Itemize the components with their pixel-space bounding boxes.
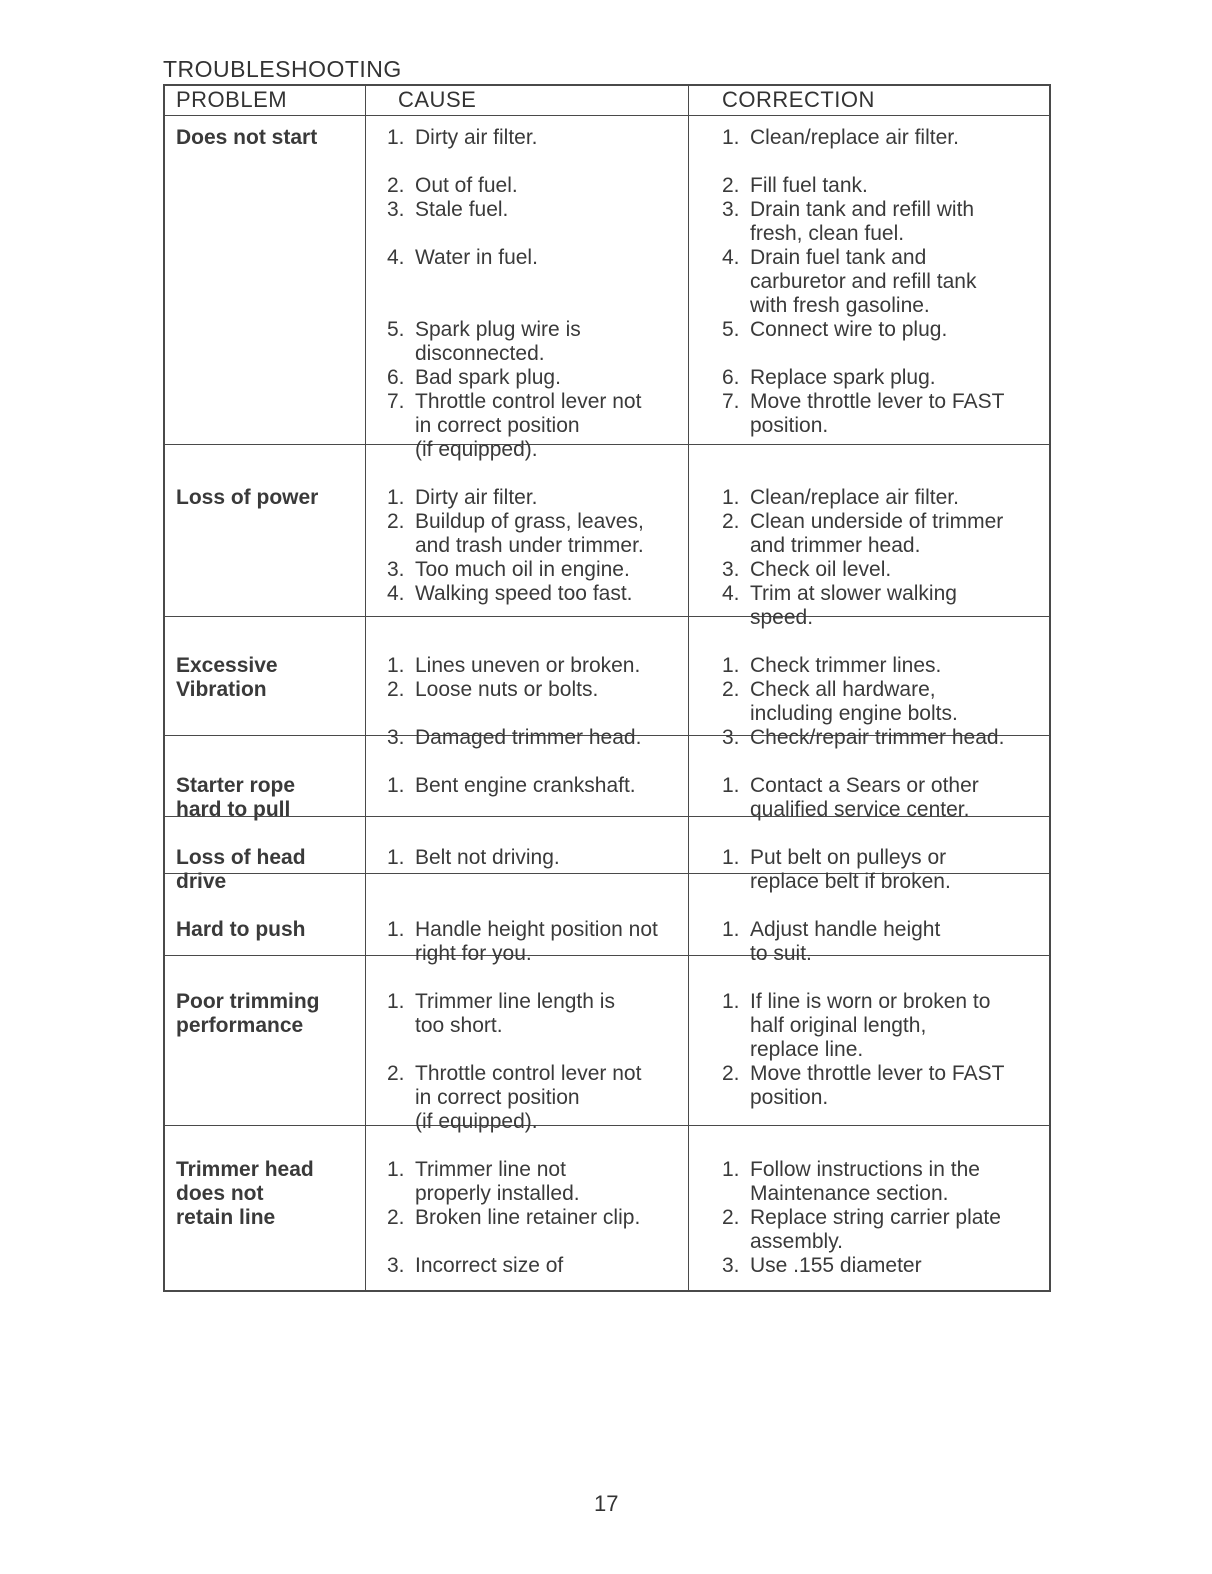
- item-text: and trimmer head.: [750, 534, 921, 557]
- item-number: 4.: [387, 582, 405, 605]
- item-text: right for you.: [415, 942, 532, 965]
- item-number: 2.: [387, 678, 405, 701]
- problem-label: does not: [176, 1182, 264, 1205]
- problem-label: retain line: [176, 1206, 276, 1229]
- item-number: 1.: [722, 654, 740, 677]
- item-text: Follow instructions in the: [750, 1158, 980, 1181]
- item-number: 2.: [387, 510, 405, 533]
- item-text: Replace spark plug.: [750, 366, 936, 389]
- correction-item: [722, 198, 974, 246]
- item-number: 4.: [722, 246, 740, 269]
- cause-item: [387, 1158, 580, 1206]
- item-number: 1.: [722, 990, 740, 1013]
- item-text: (if equipped).: [415, 1110, 538, 1133]
- cause-item: [387, 1206, 640, 1230]
- item-text: Clean/replace air filter.: [750, 486, 959, 509]
- item-number: 1.: [722, 918, 740, 941]
- item-number: 4.: [722, 582, 740, 605]
- item-text: Too much oil in engine.: [415, 558, 630, 581]
- item-text: Check all hardware,: [750, 678, 936, 701]
- item-number: 2.: [722, 174, 740, 197]
- item-text: Check trimmer lines.: [750, 654, 942, 677]
- item-number: 1.: [722, 1158, 740, 1181]
- item-text: speed.: [750, 606, 814, 629]
- item-text: Handle height position not: [415, 918, 658, 941]
- item-text: in correct position: [415, 414, 580, 437]
- item-text: Throttle control lever not: [415, 390, 642, 413]
- item-text: Trimmer line not: [415, 1158, 566, 1181]
- cause-item: [387, 774, 636, 798]
- cause-item: [387, 558, 630, 582]
- item-text: Stale fuel.: [415, 198, 509, 221]
- item-number: 1.: [387, 486, 405, 509]
- item-number: 5.: [722, 318, 740, 341]
- item-number: 1.: [387, 1158, 405, 1181]
- page-number: 17: [594, 1491, 619, 1516]
- cause-item: [387, 366, 561, 390]
- problem-label: Excessive: [176, 654, 278, 677]
- cause-item: [387, 726, 641, 750]
- item-number: 2.: [387, 1062, 405, 1085]
- item-text: Water in fuel.: [415, 246, 538, 269]
- table-border-left: [163, 84, 165, 1292]
- item-text: Check oil level.: [750, 558, 892, 581]
- item-number: 5.: [387, 318, 405, 341]
- correction-item: [722, 318, 947, 342]
- correction-item: [722, 366, 936, 390]
- item-number: 2.: [722, 678, 740, 701]
- table-border-bottom: [163, 1290, 1051, 1292]
- item-number: 7.: [387, 390, 405, 413]
- cause-item: [387, 1254, 563, 1278]
- item-text: Drain tank and refill with: [750, 198, 975, 221]
- item-text: Trimmer line length is: [415, 990, 615, 1013]
- item-text: Clean underside of trimmer: [750, 510, 1004, 533]
- item-text: Dirty air filter.: [415, 486, 538, 509]
- item-number: 1.: [722, 846, 740, 869]
- item-text: disconnected.: [415, 342, 545, 365]
- item-number: 1.: [387, 126, 405, 149]
- problem-label: Poor trimming: [176, 990, 320, 1013]
- item-text: position.: [750, 1086, 829, 1109]
- cause-item: [387, 486, 538, 510]
- header-cause: CAUSE: [398, 87, 477, 112]
- correction-item: [722, 846, 951, 894]
- item-text: assembly.: [750, 1230, 843, 1253]
- cause-item: [387, 1062, 641, 1134]
- correction-item: [722, 126, 959, 150]
- item-text: Throttle control lever not: [415, 1062, 642, 1085]
- table-border-right: [1049, 84, 1051, 1292]
- item-text: Put belt on pulleys or: [750, 846, 947, 869]
- item-text: including engine bolts.: [750, 702, 958, 725]
- cause-item: [387, 678, 598, 702]
- item-text: Adjust handle height: [750, 918, 941, 941]
- item-text: Spark plug wire is: [415, 318, 581, 341]
- item-number: 2.: [387, 1206, 405, 1229]
- item-text: Use .155 diameter: [750, 1254, 922, 1277]
- item-text: Dirty air filter.: [415, 126, 538, 149]
- item-number: 1.: [387, 846, 405, 869]
- item-text: Replace string carrier plate: [750, 1206, 1001, 1229]
- item-text: in correct position: [415, 1086, 580, 1109]
- correction-item: [722, 510, 1003, 558]
- header-problem: PROBLEM: [176, 87, 288, 112]
- problem-label: drive: [176, 870, 227, 893]
- problem-label: Trimmer head: [176, 1158, 314, 1181]
- header-correction: CORRECTION: [722, 87, 875, 112]
- item-number: 7.: [722, 390, 740, 413]
- item-number: 1.: [387, 774, 405, 797]
- problem-label: Does not start: [176, 126, 318, 149]
- correction-item: [722, 654, 941, 678]
- correction-item: [722, 1062, 1004, 1110]
- cause-item: [387, 390, 641, 462]
- item-text: Move throttle lever to FAST: [750, 1062, 1005, 1085]
- correction-item: [722, 1158, 980, 1206]
- cause-item: [387, 990, 615, 1038]
- item-text: position.: [750, 414, 829, 437]
- correction-item: [722, 774, 979, 822]
- item-number: 1.: [387, 990, 405, 1013]
- correction-item: [722, 390, 1004, 438]
- item-text: to suit.: [750, 942, 812, 965]
- correction-item: [722, 990, 990, 1062]
- cause-item: [387, 318, 581, 366]
- correction-item: [722, 486, 959, 510]
- item-number: 3.: [387, 1254, 405, 1277]
- item-text: Belt not driving.: [415, 846, 560, 869]
- item-number: 2.: [722, 1206, 740, 1229]
- problem-label: hard to pull: [176, 798, 291, 821]
- correction-item: [722, 726, 1004, 750]
- item-number: 3.: [722, 726, 740, 749]
- cause-item: [387, 174, 518, 198]
- item-text: half original length,: [750, 1014, 927, 1037]
- header-rule: [163, 115, 1051, 116]
- correction-item: [722, 918, 940, 966]
- cause-item: [387, 246, 538, 270]
- item-text: Buildup of grass, leaves,: [415, 510, 644, 533]
- item-text: replace line.: [750, 1038, 864, 1061]
- item-number: 1.: [722, 486, 740, 509]
- item-text: carburetor and refill tank: [750, 270, 977, 293]
- item-text: Loose nuts or bolts.: [415, 678, 599, 701]
- correction-item: [722, 1206, 1001, 1254]
- item-text: qualified service center.: [750, 798, 970, 821]
- item-number: 1.: [387, 654, 405, 677]
- cause-item: [387, 654, 640, 678]
- problem-label: Loss of power: [176, 486, 319, 509]
- item-number: 1.: [387, 918, 405, 941]
- cause-item: [387, 510, 644, 558]
- cause-item: [387, 582, 633, 606]
- correction-item: [722, 678, 958, 726]
- item-text: Clean/replace air filter.: [750, 126, 959, 149]
- correction-item: [722, 174, 868, 198]
- item-text: too short.: [415, 1014, 503, 1037]
- item-text: Damaged trimmer head.: [415, 726, 642, 749]
- item-number: 1.: [722, 126, 740, 149]
- cause-item: [387, 846, 560, 870]
- table-border-top: [163, 84, 1051, 86]
- item-text: Fill fuel tank.: [750, 174, 868, 197]
- item-number: 2.: [387, 174, 405, 197]
- cause-item: [387, 198, 508, 222]
- item-text: Walking speed too fast.: [415, 582, 633, 605]
- item-number: 4.: [387, 246, 405, 269]
- cause-item: [387, 126, 538, 150]
- problem-label: Starter rope: [176, 774, 296, 797]
- item-text: and trash under trimmer.: [415, 534, 644, 557]
- item-text: fresh, clean fuel.: [750, 222, 905, 245]
- item-text: replace belt if broken.: [750, 870, 951, 893]
- correction-item: [722, 558, 891, 582]
- item-text: with fresh gasoline.: [750, 294, 930, 317]
- item-text: Move throttle lever to FAST: [750, 390, 1005, 413]
- item-text: Check/repair trimmer head.: [750, 726, 1005, 749]
- item-text: properly installed.: [415, 1182, 580, 1205]
- item-number: 3.: [722, 198, 740, 221]
- column-divider-cause: [365, 84, 366, 1292]
- page-title: TROUBLESHOOTING: [163, 56, 402, 82]
- problem-label: Loss of head: [176, 846, 306, 869]
- item-number: 2.: [722, 1062, 740, 1085]
- item-text: Out of fuel.: [415, 174, 518, 197]
- item-text: Incorrect size of: [415, 1254, 564, 1277]
- problem-label: Hard to push: [176, 918, 306, 941]
- item-number: 2.: [722, 510, 740, 533]
- problem-label: performance: [176, 1014, 304, 1037]
- cause-item: [387, 918, 658, 966]
- item-number: 6.: [722, 366, 740, 389]
- item-text: (if equipped).: [415, 438, 538, 461]
- item-number: 3.: [722, 558, 740, 581]
- item-text: If line is worn or broken to: [750, 990, 991, 1013]
- item-text: Bad spark plug.: [415, 366, 561, 389]
- correction-item: [722, 246, 976, 318]
- item-number: 1.: [722, 774, 740, 797]
- item-text: Maintenance section.: [750, 1182, 949, 1205]
- item-text: Trim at slower walking: [750, 582, 957, 605]
- item-text: Bent engine crankshaft.: [415, 774, 636, 797]
- item-number: 6.: [387, 366, 405, 389]
- item-number: 3.: [722, 1254, 740, 1277]
- item-text: Connect wire to plug.: [750, 318, 948, 341]
- item-text: Lines uneven or broken.: [415, 654, 641, 677]
- item-number: 3.: [387, 558, 405, 581]
- correction-item: [722, 1254, 922, 1278]
- item-number: 3.: [387, 726, 405, 749]
- item-text: Broken line retainer clip.: [415, 1206, 641, 1229]
- column-divider-correction: [688, 84, 689, 1292]
- item-number: 3.: [387, 198, 405, 221]
- item-text: Drain fuel tank and: [750, 246, 927, 269]
- item-text: Contact a Sears or other: [750, 774, 979, 797]
- problem-label: Vibration: [176, 678, 267, 701]
- correction-item: [722, 582, 957, 630]
